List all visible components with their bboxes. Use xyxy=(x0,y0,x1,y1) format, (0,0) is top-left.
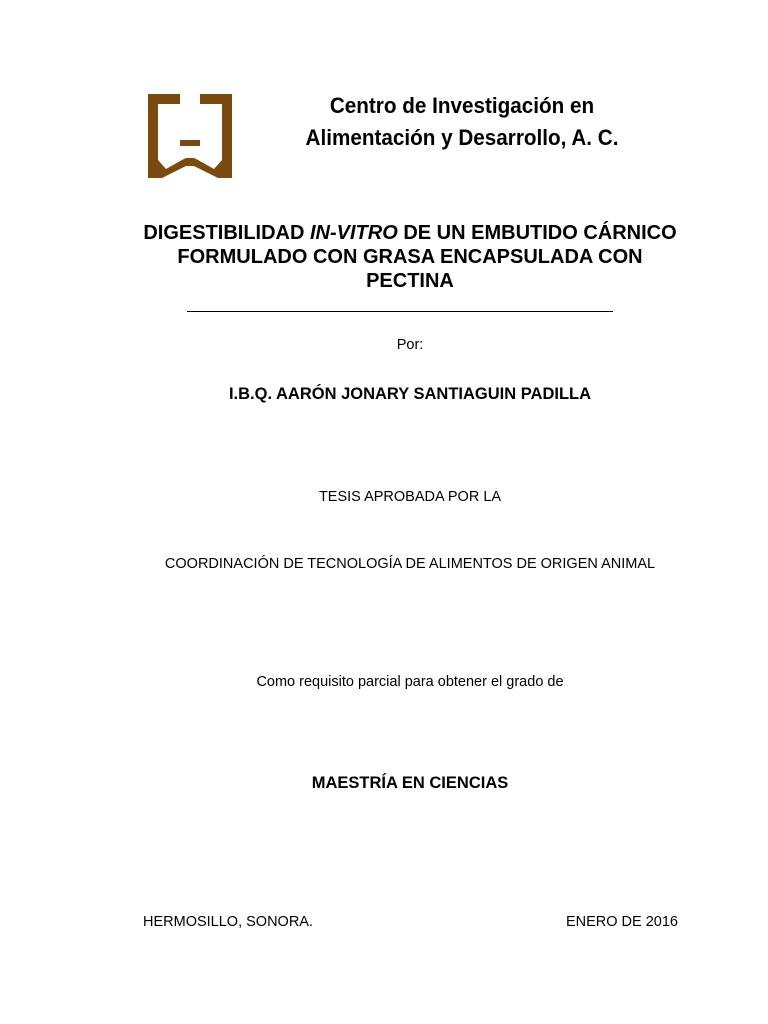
thesis-title-line3: PECTINA xyxy=(366,270,454,292)
institution-name xyxy=(283,90,640,154)
thesis-title-line1 xyxy=(120,221,700,245)
thesis-title-part2: DE UN EMBUTIDO CÁRNICO xyxy=(397,222,677,244)
degree-name: MAESTRÍA EN CIENCIAS xyxy=(311,774,509,792)
institution-name-line1: Centro de Investigación en xyxy=(329,93,595,118)
logo-bar xyxy=(180,140,200,146)
institution-name-line2: Alimentación y Desarrollo, A. C. xyxy=(305,125,619,150)
thesis-title-part1: DIGESTIBILIDAD xyxy=(143,222,310,244)
approval-line1: TESIS APROBADA POR LA xyxy=(318,489,502,505)
approval-line2: COORDINACIÓN DE TECNOLOGÍA DE ALIMENTOS DE ORIGEN ANIMAL xyxy=(164,556,656,572)
by-label: Por: xyxy=(396,337,424,353)
date: ENERO DE 2016 xyxy=(565,914,678,930)
institution-logo xyxy=(148,94,232,178)
thesis-title-line2: FORMULADO CON GRASA ENCAPSULADA CON xyxy=(177,246,643,268)
title-underline xyxy=(187,311,613,312)
thesis-title-italic: IN-VITRO xyxy=(310,222,398,244)
logo-frame xyxy=(148,94,232,178)
place: HERMOSILLO, SONORA. xyxy=(143,914,314,930)
thesis-title xyxy=(120,221,700,293)
author-name: I.B.Q. AARÓN JONARY SANTIAGUIN PADILLA xyxy=(228,385,592,403)
requirement-text: Como requisito parcial para obtener el grado de xyxy=(256,674,564,690)
